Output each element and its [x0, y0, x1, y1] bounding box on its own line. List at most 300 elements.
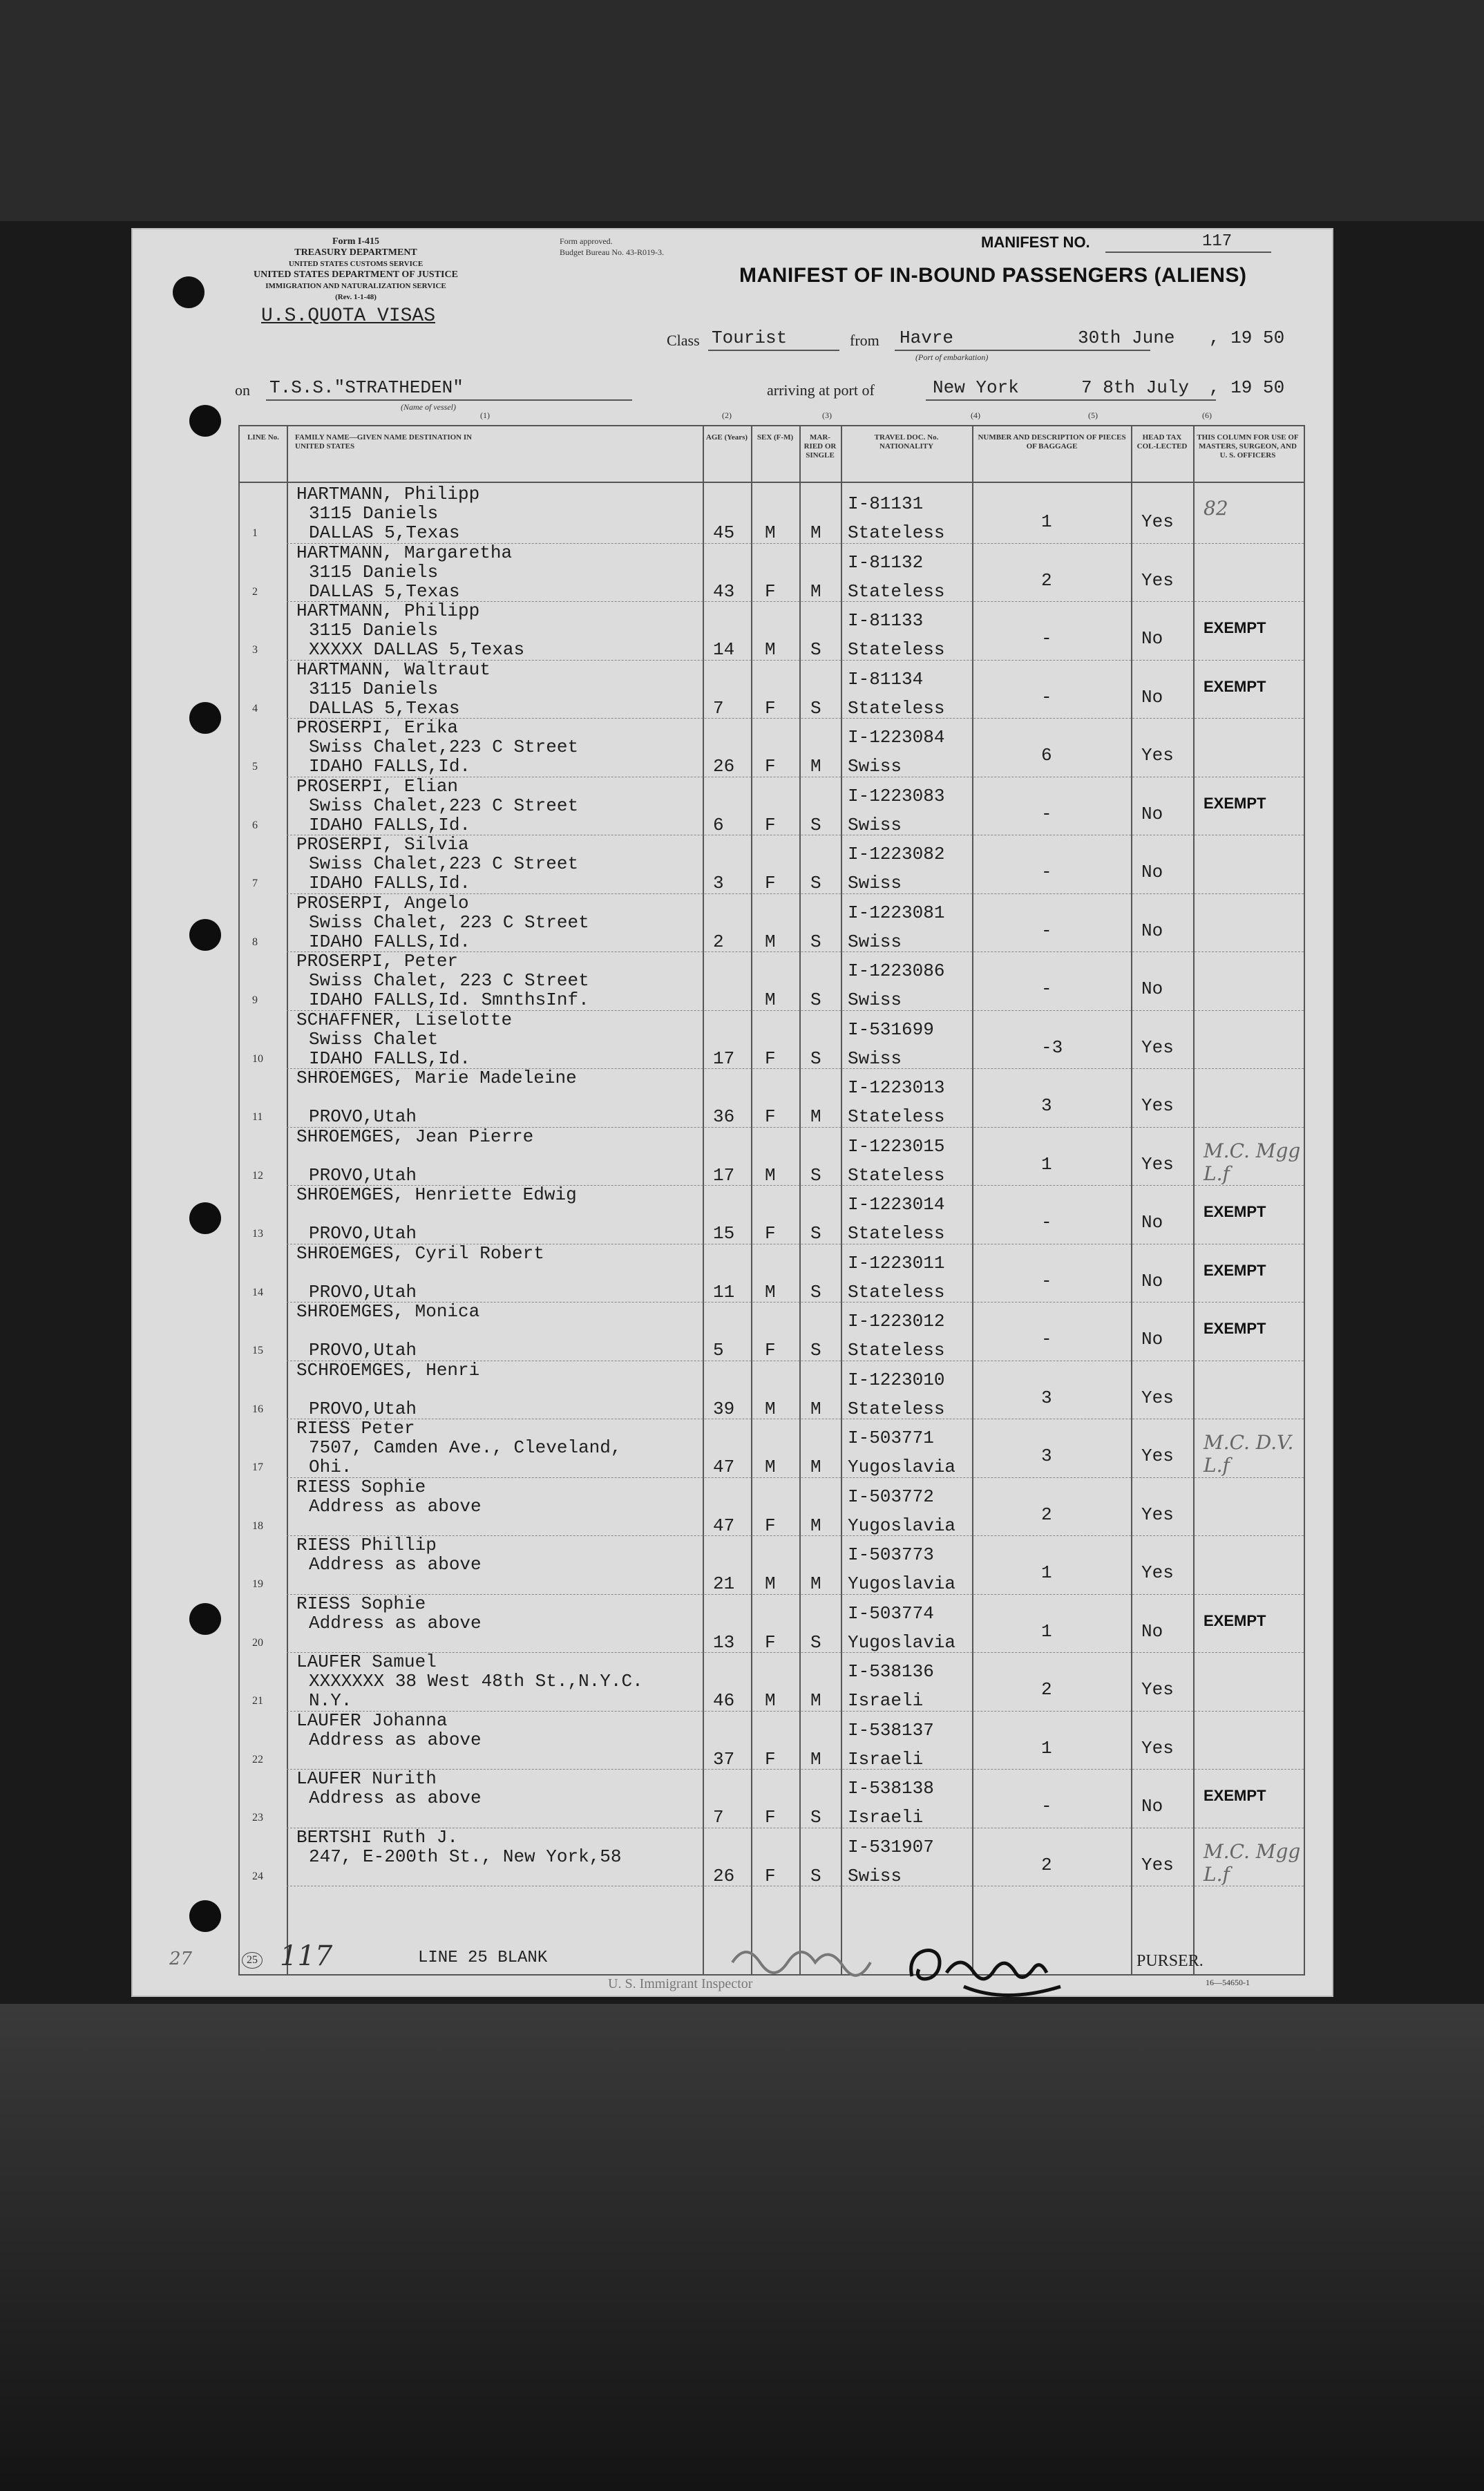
row-no: 15 — [252, 1345, 263, 1356]
row-addr2: Ohi. — [309, 1457, 352, 1477]
depart-date: 30th June — [1078, 328, 1175, 348]
row-ms: S — [810, 873, 821, 893]
row-ms: S — [810, 931, 821, 952]
row-tax: No — [1141, 803, 1163, 824]
row-nat: Swiss — [848, 989, 902, 1010]
line-25-number: 25 — [242, 1952, 263, 1969]
row-no: 11 — [252, 1111, 263, 1123]
row-age: 11 — [713, 1281, 735, 1303]
row-nat: Stateless — [848, 1340, 945, 1361]
col-num-3: (3) — [822, 410, 832, 420]
row-sex: F — [765, 1106, 776, 1127]
row-name: LAUFER Nurith — [296, 1768, 437, 1789]
col-header-tax: HEAD TAX COL-LECTED — [1136, 433, 1188, 451]
row-no: 24 — [252, 1870, 263, 1882]
row-ms: M — [810, 1106, 821, 1127]
row-addr2: IDAHO FALLS,Id. SmnthsInf. — [309, 989, 589, 1010]
row-doc: I-503773 — [848, 1544, 934, 1565]
row-age: 6 — [713, 814, 724, 835]
row-bag: -3 — [1041, 1036, 1063, 1058]
row-addr2: PROVO,Utah — [309, 1164, 417, 1186]
row-rule — [287, 1477, 1304, 1478]
row-no: 7 — [252, 878, 258, 889]
row-age: 7 — [713, 1807, 724, 1828]
row-sex: F — [765, 1865, 776, 1886]
row-tax: Yes — [1141, 1446, 1174, 1466]
row-addr2: PROVO,Utah — [309, 1223, 417, 1244]
row-doc: I-1223013 — [848, 1077, 945, 1098]
row-no: 8 — [252, 936, 258, 948]
row-no: 5 — [252, 761, 258, 773]
row-tax: Yes — [1141, 569, 1174, 591]
row-age: 14 — [713, 639, 735, 660]
punch-hole — [189, 702, 221, 734]
row-name: PROSERPI, Peter — [296, 951, 459, 972]
row-sex: M — [765, 1457, 776, 1477]
row-age: 37 — [713, 1748, 735, 1770]
row-bag: 1 — [1041, 1562, 1052, 1583]
row-tax: No — [1141, 978, 1163, 999]
row-addr1: Swiss Chalet — [309, 1028, 439, 1050]
row-note: EXEMPT — [1204, 1787, 1266, 1804]
manifest-no-label: MANIFEST NO. — [981, 234, 1090, 251]
row-ms: S — [810, 1631, 821, 1653]
row-note: EXEMPT — [1204, 794, 1266, 812]
col-divider — [751, 426, 752, 1974]
margin-number: 27 — [169, 1949, 193, 1969]
row-name: SHROEMGES, Monica — [296, 1301, 480, 1322]
row-tax: Yes — [1141, 1153, 1174, 1175]
row-sex: F — [765, 814, 776, 835]
row-no: 9 — [252, 994, 258, 1006]
col-header-baggage: NUMBER AND DESCRIPTION OF PIECES OF BAGGAGE — [978, 433, 1126, 451]
row-bag: 1 — [1041, 511, 1052, 532]
row-tax: No — [1141, 1796, 1163, 1817]
row-addr1: Address as above — [309, 1788, 482, 1808]
row-sex: F — [765, 1807, 776, 1828]
row-bag: - — [1041, 803, 1052, 824]
col-header-sex: SEX (F-M) — [757, 433, 794, 442]
row-bag: - — [1041, 862, 1052, 882]
row-age: 7 — [713, 697, 724, 719]
row-doc: I-1223015 — [848, 1135, 945, 1157]
row-tax: No — [1141, 1212, 1163, 1233]
col-header-doc: TRAVEL DOC. No. NATIONALITY — [874, 433, 939, 451]
row-addr1: Address as above — [309, 1495, 482, 1517]
row-nat: Israeli — [848, 1807, 924, 1828]
col-header-married: MAR-RIED OR SINGLE — [803, 433, 837, 460]
treasury-label: TREASURY DEPARTMENT — [294, 247, 417, 258]
col-divider — [841, 426, 842, 1974]
row-no: 20 — [252, 1636, 263, 1649]
row-no: 22 — [252, 1753, 263, 1765]
port-line — [926, 399, 1216, 401]
row-no: 17 — [252, 1461, 263, 1473]
row-ms: S — [810, 989, 821, 1010]
row-age: 21 — [713, 1573, 735, 1594]
row-addr1: Address as above — [309, 1554, 482, 1575]
row-ms: S — [810, 1865, 821, 1886]
row-sex: M — [765, 522, 776, 543]
row-bag: 6 — [1041, 745, 1052, 766]
row-note: M.C. Mgg L.f — [1204, 1139, 1301, 1185]
row-nat: Stateless — [848, 697, 945, 719]
punch-hole — [189, 1202, 221, 1234]
row-age: 17 — [713, 1164, 735, 1186]
row-ms: M — [810, 522, 821, 543]
manifest-no-value: 117 — [1202, 232, 1233, 251]
arriving-label: arriving at port of — [767, 381, 875, 399]
revision-label: (Rev. 1-1-48) — [335, 293, 377, 301]
inspector-signature — [725, 1935, 905, 1983]
row-no: 14 — [252, 1286, 263, 1298]
row-addr2: DALLAS 5,Texas — [309, 697, 460, 719]
quota-visas: U.S.QUOTA VISAS — [261, 305, 436, 327]
row-nat: Swiss — [848, 1048, 902, 1069]
row-nat: Israeli — [848, 1748, 924, 1770]
row-doc: I-81132 — [848, 551, 924, 573]
row-note: EXEMPT — [1204, 1203, 1266, 1220]
row-nat: Swiss — [848, 1865, 902, 1886]
row-no: 13 — [252, 1228, 263, 1240]
row-sex: M — [765, 639, 776, 660]
row-addr1: 3115 Daniels — [309, 561, 439, 583]
row-nat: Swiss — [848, 931, 902, 952]
row-doc: I-538138 — [848, 1778, 934, 1799]
row-name: HARTMANN, Margaretha — [296, 542, 513, 563]
row-name: LAUFER Samuel — [296, 1651, 437, 1672]
row-name: RIESS Peter — [296, 1418, 415, 1439]
row-nat: Stateless — [848, 580, 945, 602]
row-addr1: Address as above — [309, 1612, 482, 1633]
row-sex: F — [765, 1340, 776, 1361]
row-addr2: IDAHO FALLS,Id. — [309, 873, 471, 893]
row-nat: Stateless — [848, 1223, 945, 1244]
row-ms: M — [810, 1690, 821, 1711]
row-addr2: IDAHO FALLS,Id. — [309, 931, 471, 952]
row-age: 26 — [713, 756, 735, 777]
row-sex: F — [765, 580, 776, 602]
purser-label: PURSER. — [1136, 1952, 1204, 1970]
col-num-2: (2) — [722, 410, 732, 420]
row-sex: F — [765, 1223, 776, 1244]
row-addr1: 247, E-200th St., New York,58 — [309, 1846, 622, 1867]
row-nat: Swiss — [848, 873, 902, 893]
vessel-line — [266, 399, 632, 401]
row-ms: M — [810, 1573, 821, 1594]
row-addr1: Swiss Chalet,223 C Street — [309, 737, 579, 757]
row-doc: I-1223082 — [848, 844, 945, 864]
row-nat: Swiss — [848, 756, 902, 777]
row-sex: M — [765, 931, 776, 952]
row-ms: M — [810, 580, 821, 602]
justice-label: UNITED STATES DEPARTMENT OF JUSTICE — [254, 269, 458, 280]
row-nat: Stateless — [848, 1106, 945, 1127]
row-tax: Yes — [1141, 1854, 1174, 1875]
row-sex: F — [765, 697, 776, 719]
manifest-page — [131, 228, 1333, 1997]
row-name: SCHROEMGES, Henri — [296, 1359, 480, 1381]
row-age: 36 — [713, 1106, 735, 1127]
form-number: Form I-415 — [332, 236, 380, 247]
row-no: 23 — [252, 1812, 263, 1824]
row-sex: M — [765, 1398, 776, 1419]
row-no: 12 — [252, 1169, 263, 1182]
row-note: EXEMPT — [1204, 1320, 1266, 1337]
row-sex: M — [765, 989, 776, 1010]
class-label: Class — [667, 332, 700, 349]
col-header-officers: THIS COLUMN FOR USE OF MASTERS, SURGEON, AND U. S. OFFICERS — [1197, 433, 1299, 460]
row-ms: S — [810, 697, 821, 719]
row-age: 3 — [713, 873, 724, 893]
row-addr2: DALLAS 5,Texas — [309, 580, 460, 602]
row-name: RIESS Phillip — [296, 1535, 437, 1555]
row-nat: Yugoslavia — [848, 1631, 956, 1653]
row-age: 2 — [713, 931, 724, 952]
row-doc: I-1223086 — [848, 960, 945, 981]
row-doc: I-531699 — [848, 1019, 934, 1040]
row-rule — [287, 1594, 1304, 1595]
row-tax: No — [1141, 1270, 1163, 1291]
passenger-table — [238, 425, 1305, 1976]
row-bag: - — [1041, 1212, 1052, 1233]
col-header-age: AGE (Years) — [705, 433, 748, 442]
row-doc: I-1223084 — [848, 727, 945, 748]
arrival-port: New York — [933, 377, 1019, 398]
row-nat: Israeli — [848, 1690, 924, 1711]
row-age: 5 — [713, 1340, 724, 1361]
row-nat: Swiss — [848, 814, 902, 835]
scan-background-top — [0, 0, 1484, 221]
row-doc: I-1223083 — [848, 785, 945, 806]
row-addr1: 7507, Camden Ave., Cleveland, — [309, 1437, 622, 1458]
col-num-1: (1) — [480, 410, 490, 420]
row-doc: I-81133 — [848, 610, 924, 631]
from-line — [895, 350, 1150, 351]
budget-bureau-label: Budget Bureau No. 43-R019-3. — [560, 247, 664, 257]
row-name: SHROEMGES, Cyril Robert — [296, 1242, 544, 1264]
row-tax: No — [1141, 1620, 1163, 1642]
row-addr2: N.Y. — [309, 1690, 352, 1711]
punch-hole — [189, 405, 221, 437]
row-tax: Yes — [1141, 1737, 1174, 1759]
row-age: 47 — [713, 1515, 735, 1536]
row-doc: I-81134 — [848, 668, 924, 690]
vessel-note: (Name of vessel) — [401, 402, 456, 412]
row-sex: F — [765, 1748, 776, 1770]
row-tax: Yes — [1141, 1504, 1174, 1525]
row-tax: Yes — [1141, 511, 1174, 532]
row-ms: S — [810, 1048, 821, 1069]
row-addr2: IDAHO FALLS,Id. — [309, 1048, 471, 1069]
row-addr2: DALLAS 5,Texas — [309, 522, 460, 543]
col-divider — [1131, 426, 1132, 1974]
row-name: HARTMANN, Philipp — [296, 484, 480, 504]
ink-mark — [173, 276, 204, 308]
row-note: EXEMPT — [1204, 619, 1266, 636]
row-addr1: Swiss Chalet,223 C Street — [309, 853, 579, 874]
row-note: EXEMPT — [1204, 677, 1266, 695]
col-num-5: (5) — [1088, 410, 1098, 420]
row-note: M.C. D.V. L.f — [1204, 1431, 1294, 1477]
row-tax: Yes — [1141, 1095, 1174, 1116]
row-age: 43 — [713, 580, 735, 602]
punch-hole — [189, 1900, 221, 1932]
row-bag: 2 — [1041, 1504, 1052, 1525]
row-name: HARTMANN, Philipp — [296, 600, 480, 621]
row-sex: M — [765, 1690, 776, 1711]
row-addr2: PROVO,Utah — [309, 1281, 417, 1303]
row-bag: - — [1041, 920, 1052, 941]
row-no: 10 — [252, 1052, 263, 1065]
row-ms: S — [810, 1164, 821, 1186]
row-name: BERTSHI Ruth J. — [296, 1826, 459, 1848]
row-sex: M — [765, 1281, 776, 1303]
embark-note: (Port of embarkation) — [915, 352, 989, 362]
row-ms: M — [810, 756, 821, 777]
arrival-year: , 19 50 — [1209, 377, 1285, 398]
row-no: 6 — [252, 819, 258, 831]
row-age: 46 — [713, 1690, 735, 1711]
col-num-6: (6) — [1202, 410, 1212, 420]
row-age: 17 — [713, 1048, 735, 1069]
row-age: 45 — [713, 522, 735, 543]
row-ms: S — [810, 1807, 821, 1828]
row-ms: M — [810, 1748, 821, 1770]
row-name: HARTMANN, Waltraut — [296, 659, 491, 680]
row-tax: Yes — [1141, 1679, 1174, 1700]
row-tax: Yes — [1141, 1387, 1174, 1408]
row-tax: Yes — [1141, 1562, 1174, 1583]
row-no: 18 — [252, 1519, 263, 1532]
row-tax: No — [1141, 920, 1163, 941]
row-ms: S — [810, 639, 821, 660]
row-bag: 2 — [1041, 569, 1052, 591]
col-header-line: LINE No. — [247, 433, 279, 442]
row-note: M.C. Mgg L.f — [1204, 1839, 1301, 1886]
row-addr1: 3115 Daniels — [309, 678, 439, 699]
row-ms: S — [810, 1340, 821, 1361]
line-25-blank: LINE 25 BLANK — [418, 1949, 548, 1967]
row-doc: I-1223012 — [848, 1311, 945, 1332]
row-no: 19 — [252, 1578, 263, 1590]
row-tax: Yes — [1141, 1036, 1174, 1058]
row-doc: I-503771 — [848, 1428, 934, 1448]
row-addr1: XXXXXXX 38 West 48th St.,N.Y.C. — [309, 1671, 643, 1692]
row-name: SHROEMGES, Jean Pierre — [296, 1126, 534, 1147]
row-doc: I-1223081 — [848, 902, 945, 923]
row-bag: 3 — [1041, 1446, 1052, 1466]
col-divider — [703, 426, 704, 1974]
row-age: 15 — [713, 1223, 735, 1244]
row-ms: M — [810, 1457, 821, 1477]
row-nat: Yugoslavia — [848, 1457, 956, 1477]
row-addr2: IDAHO FALLS,Id. — [309, 756, 471, 777]
row-ms: M — [810, 1398, 821, 1419]
row-sex: M — [765, 1164, 776, 1186]
row-addr1: 3115 Daniels — [309, 503, 439, 524]
row-doc: I-538136 — [848, 1661, 934, 1682]
class-value: Tourist — [712, 328, 788, 348]
row-bag: - — [1041, 1796, 1052, 1817]
row-nat: Yugoslavia — [848, 1515, 956, 1536]
row-doc: I-1223014 — [848, 1194, 945, 1215]
form-code: 16—54650-1 — [1206, 1978, 1250, 1987]
row-ms: S — [810, 1281, 821, 1303]
row-note: EXEMPT — [1204, 1261, 1266, 1279]
row-addr1: Swiss Chalet,223 C Street — [309, 795, 579, 816]
row-name: LAUFER Johanna — [296, 1709, 448, 1731]
scan-background-bottom — [0, 2004, 1484, 2491]
row-name: SHROEMGES, Marie Madeleine — [296, 1068, 577, 1088]
row-name: PROSERPI, Elian — [296, 775, 459, 797]
form-approved-label: Form approved. — [560, 236, 613, 246]
row-bag: 1 — [1041, 1620, 1052, 1642]
col-divider — [1193, 426, 1195, 1974]
row-bag: - — [1041, 978, 1052, 999]
customs-label: UNITED STATES CUSTOMS SERVICE — [288, 260, 424, 268]
row-doc: I-81131 — [848, 493, 924, 514]
punch-hole — [189, 1603, 221, 1635]
depart-year: , 19 50 — [1209, 328, 1285, 348]
row-ms: S — [810, 1223, 821, 1244]
row-tax: Yes — [1141, 745, 1174, 766]
row-addr2: XXXXX DALLAS 5,Texas — [309, 639, 525, 660]
row-no: 1 — [252, 527, 258, 539]
row-addr1: Swiss Chalet, 223 C Street — [309, 911, 589, 933]
row-addr2: PROVO,Utah — [309, 1106, 417, 1127]
row-sex: F — [765, 1631, 776, 1653]
row-bag: - — [1041, 1329, 1052, 1349]
punch-hole — [189, 919, 221, 951]
row-sex: M — [765, 1573, 776, 1594]
row-no: 21 — [252, 1695, 263, 1707]
ins-label: IMMIGRATION AND NATURALIZATION SERVICE — [265, 282, 446, 290]
row-age: 13 — [713, 1631, 735, 1653]
row-name: RIESS Sophie — [296, 1593, 426, 1614]
row-addr2: PROVO,Utah — [309, 1340, 417, 1361]
row-sex: F — [765, 1515, 776, 1536]
row-note: 82 — [1204, 497, 1228, 520]
header-rule — [240, 482, 1304, 483]
row-name: PROSERPI, Erika — [296, 717, 459, 738]
row-bag: - — [1041, 686, 1052, 708]
row-doc: I-503772 — [848, 1486, 934, 1507]
col-num-4: (4) — [971, 410, 980, 420]
row-nat: Stateless — [848, 522, 945, 543]
row-rule — [287, 1769, 1304, 1770]
row-bag: - — [1041, 1270, 1052, 1291]
row-rule — [287, 1535, 1304, 1536]
row-no: 16 — [252, 1403, 263, 1415]
row-name: SHROEMGES, Henriette Edwig — [296, 1184, 577, 1205]
row-addr2: IDAHO FALLS,Id. — [309, 814, 471, 835]
arrival-date: 7 8th July — [1081, 377, 1190, 398]
row-nat: Stateless — [848, 1164, 945, 1186]
from-label: from — [850, 332, 879, 349]
class-line — [708, 350, 839, 351]
row-no: 4 — [252, 702, 258, 714]
row-bag: - — [1041, 628, 1052, 649]
row-no: 3 — [252, 644, 258, 656]
row-bag: 3 — [1041, 1095, 1052, 1116]
row-nat: Yugoslavia — [848, 1573, 956, 1594]
row-note: EXEMPT — [1204, 1611, 1266, 1629]
col-header-name: FAMILY NAME—GIVEN NAME DESTINATION IN UNITED STATES — [295, 433, 473, 451]
row-tax: No — [1141, 862, 1163, 882]
row-no: 2 — [252, 585, 258, 598]
row-addr2: PROVO,Utah — [309, 1398, 417, 1419]
